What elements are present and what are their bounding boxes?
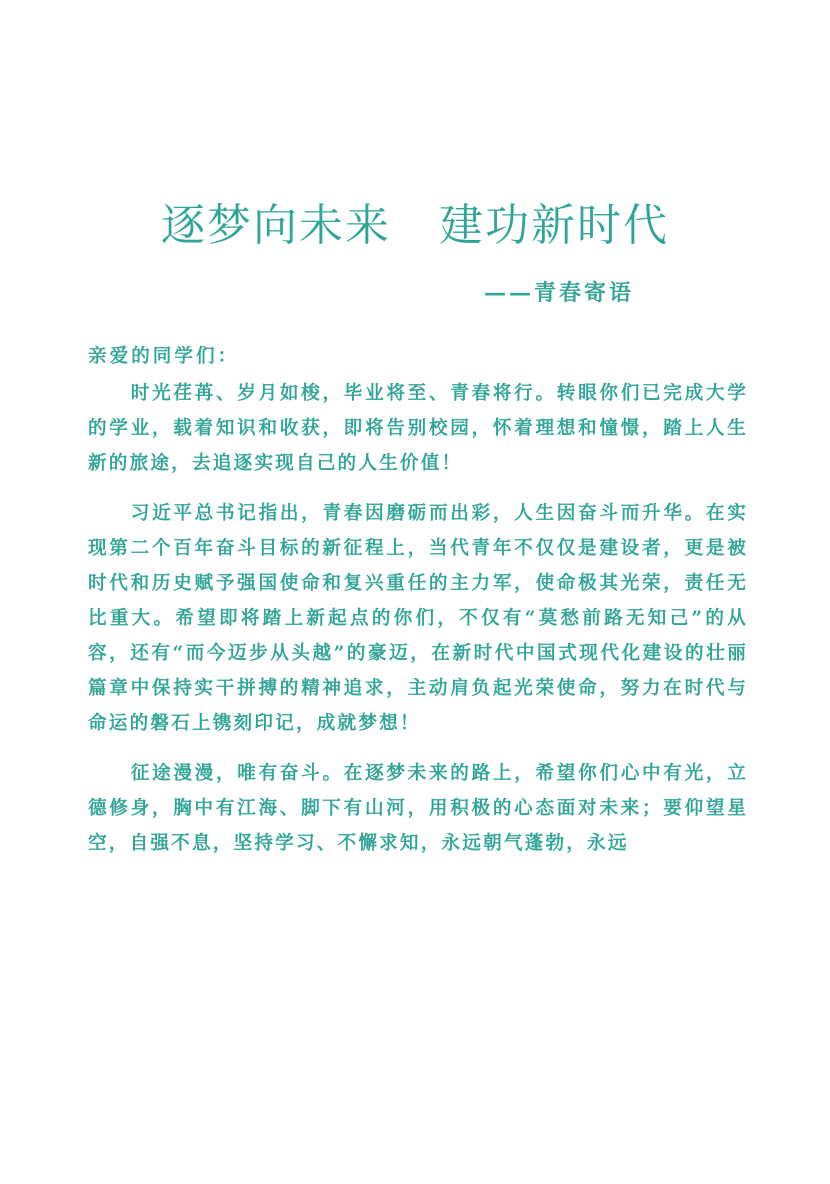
letter-paragraph: 征途漫漫，唯有奋斗。在逐梦未来的路上，希望你们心中有光，立德修身，胸中有江海、脚下有山河，用积极的心态面对未来；要仰望星空，自强不息，坚持学习、不懈求知，永远朝气蓬勃，永远 <box>88 763 748 854</box>
letter-body <box>88 338 748 876</box>
letter-paragraph: 习近平总书记指出，青春因磨砺而出彩，人生因奋斗而升华。在实现第二个百年奋斗目标的新征程上，当代青年不仅仅是建设者，更是被时代和历史赋予强国使命和复兴重任的主力军，使命极其光荣，责任无比重大。希望即将踏上新起点的你们，不仅有“莫愁前路无知己”的从容，还有“而今迈步从头越”的豪迈，在新时代中国式现代化建设的壮丽篇章中保持实干拼搏的精神追求，主动肩负起光荣使命，努力在时代与命运的磐石上镌刻印记，成就梦想！ <box>88 503 748 734</box>
letter-greeting: 亲爱的同学们： <box>88 346 240 367</box>
letter-paragraph: 时光荏苒、岁月如梭，毕业将至、青春将行。转眼你们已完成大学的学业，载着知识和收获，即将告别校园，怀着理想和憧憬，踏上人生新的旅途，去追逐实现自己的人生价值！ <box>88 383 748 474</box>
page-subtitle: ——青春寄语 <box>484 280 635 306</box>
page-title: 逐梦向未来 建功新时代 <box>161 200 669 251</box>
